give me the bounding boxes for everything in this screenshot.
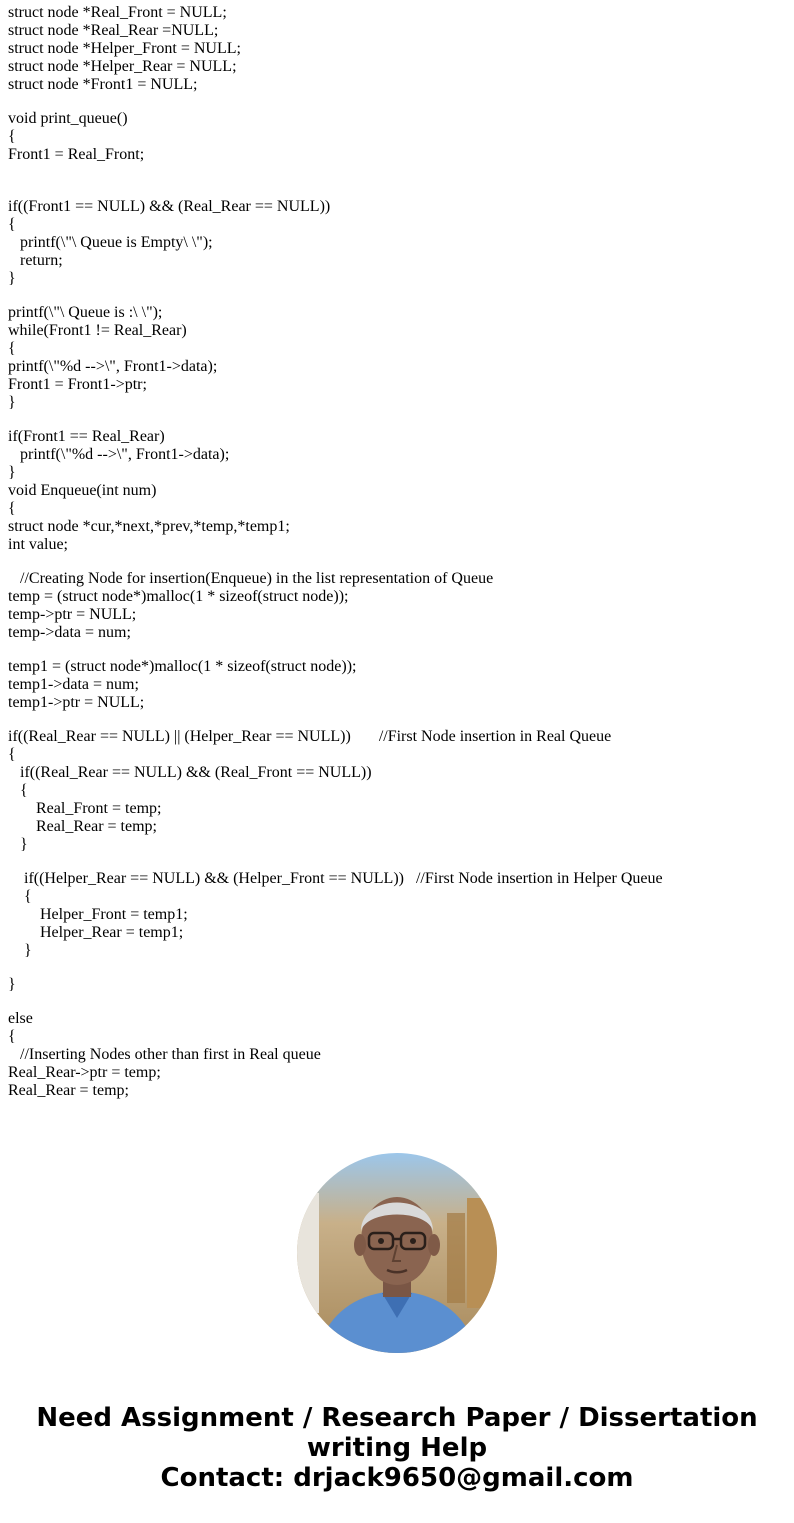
code-line: //Inserting Nodes other than first in Real queue — [8, 1046, 321, 1063]
code-block-gap — [8, 554, 788, 570]
code-block-gap — [8, 94, 788, 110]
code-block-gap — [8, 642, 788, 658]
code-block-gap — [8, 994, 788, 1010]
code-line: } — [8, 942, 32, 959]
author-portrait-icon — [297, 1153, 497, 1353]
code-line: { — [8, 500, 16, 517]
code-line: void Enqueue(int num) — [8, 482, 157, 499]
help-line-2: writing Help — [306, 1433, 488, 1463]
code-line: temp1->ptr = NULL; — [8, 694, 145, 711]
code-line: while(Front1 != Real_Rear) — [8, 322, 187, 339]
code-line: } — [8, 976, 16, 993]
code-line: void print_queue() — [8, 110, 128, 127]
code-line: if((Helper_Rear == NULL) && (Helper_Front == NULL)) //First Node insertion in Helper Queue — [8, 870, 663, 887]
code-line: } — [8, 836, 28, 853]
code-line: temp1->data = num; — [8, 676, 139, 693]
code-line: temp->ptr = NULL; — [8, 606, 137, 623]
code-line: return; — [8, 252, 63, 269]
assignment-help-banner — [0, 1403, 794, 1493]
code-line: if((Real_Rear == NULL) || (Helper_Rear == NULL)) //First Node insertion in Real Queue — [8, 728, 612, 745]
code-line: temp = (struct node*)malloc(1 * sizeof(struct node)); — [8, 588, 349, 605]
code-line: Front1 = Front1->ptr; — [8, 376, 147, 393]
author-photo — [297, 1153, 497, 1353]
code-line: struct node *Real_Rear =NULL; — [8, 22, 219, 39]
code-line: { — [8, 746, 16, 763]
code-block-gap — [8, 960, 788, 976]
code-line: } — [8, 464, 16, 481]
code-line: } — [8, 270, 16, 287]
code-line: Helper_Front = temp1; — [8, 906, 188, 923]
code-line: Front1 = Real_Front; — [8, 146, 145, 163]
code-line: printf(\"\ Queue is :\ \"); — [8, 304, 163, 321]
code-line: struct node *Front1 = NULL; — [8, 76, 198, 93]
code-line: printf(\"\ Queue is Empty\ \"); — [8, 234, 213, 251]
code-line: temp1 = (struct node*)malloc(1 * sizeof(struct node)); — [8, 658, 357, 675]
code-line: int value; — [8, 536, 68, 553]
code-line: { — [8, 888, 32, 905]
code-listing — [8, 4, 788, 1100]
code-line: else — [8, 1010, 33, 1027]
code-block-gap — [8, 712, 788, 728]
code-block-gap — [8, 412, 788, 428]
code-line: temp->data = num; — [8, 624, 131, 641]
code-line: printf(\"%d -->\", Front1->data); — [8, 358, 218, 375]
code-line: Real_Rear = temp; — [8, 818, 157, 835]
code-block-gap — [8, 854, 788, 870]
code-line: Real_Rear = temp; — [8, 1082, 129, 1099]
code-line: { — [8, 128, 16, 145]
code-line: struct node *cur,*next,*prev,*temp,*temp1; — [8, 518, 290, 535]
code-line: Real_Rear->ptr = temp; — [8, 1064, 161, 1081]
code-line: struct node *Helper_Rear = NULL; — [8, 58, 237, 75]
code-line: } — [8, 394, 16, 411]
code-block-gap — [8, 164, 788, 180]
code-line: if((Real_Rear == NULL) && (Real_Front == NULL)) — [8, 764, 372, 781]
code-line: if((Front1 == NULL) && (Real_Rear == NULL)) — [8, 198, 331, 215]
code-line: if(Front1 == Real_Rear) — [8, 428, 165, 445]
code-block-gap — [8, 288, 788, 304]
code-line: //Creating Node for insertion(Enqueue) in the list representation of Queue — [8, 570, 494, 587]
help-line-1: Need Assignment / Research Paper / Dissertation — [36, 1403, 758, 1433]
code-line: Helper_Rear = temp1; — [8, 924, 184, 941]
code-line: struct node *Helper_Front = NULL; — [8, 40, 241, 57]
code-line: { — [8, 1028, 16, 1045]
code-line: { — [8, 340, 16, 357]
code-line: { — [8, 782, 28, 799]
code-line — [8, 180, 788, 198]
code-line: struct node *Real_Front = NULL; — [8, 4, 227, 21]
code-line: printf(\"%d -->\", Front1->data); — [8, 446, 230, 463]
help-contact-line[interactable]: Contact: drjack9650@gmail.com — [160, 1463, 634, 1493]
code-line: { — [8, 216, 16, 233]
code-line: Real_Front = temp; — [8, 800, 162, 817]
